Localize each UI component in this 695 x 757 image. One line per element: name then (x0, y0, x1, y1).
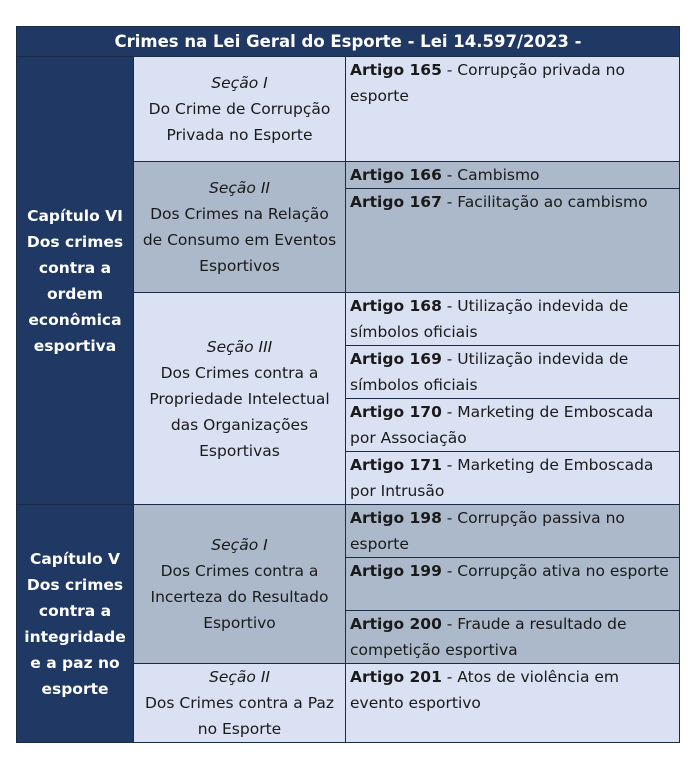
section-title: Dos Crimes contra a Propriedade Intelectual das Organizações Esportivas (149, 363, 330, 460)
article-description: - Facilitação ao cambismo (441, 193, 648, 211)
article-cell (346, 611, 680, 664)
section-number: Seção I (211, 536, 268, 554)
article-number: Artigo 170 (350, 403, 442, 421)
article-number: Artigo 165 (350, 61, 442, 79)
article-number: Artigo 166 (350, 166, 442, 184)
article-description: - Corrupção passiva no esporte (350, 509, 625, 553)
article-number: Artigo 200 (350, 615, 442, 633)
article-cell (346, 293, 680, 346)
article-cell (346, 346, 680, 399)
section-cell (134, 505, 346, 664)
section-title: Do Crime de Corrupção Privada no Esporte (148, 100, 331, 144)
article-number: Artigo 167 (350, 193, 442, 211)
article-description: - Cambismo (441, 166, 540, 184)
article-cell (346, 162, 680, 189)
article-description: - Marketing de Emboscada por Associação (350, 403, 654, 447)
crimes-table (16, 26, 680, 743)
section-title: Dos Crimes contra a Incerteza do Resultado Esportivo (150, 562, 329, 632)
article-number: Artigo 198 (350, 509, 442, 527)
article-number: Artigo 169 (350, 350, 442, 368)
article-description: - Marketing de Emboscada por Intrusão (350, 456, 654, 500)
article-cell (346, 664, 680, 743)
article-number: Artigo 199 (350, 562, 442, 580)
article-cell (346, 57, 680, 162)
section-cell (134, 57, 346, 162)
article-description: - Utilização indevida de símbolos oficiais (350, 350, 629, 394)
article-number: Artigo 171 (350, 456, 442, 474)
section-number: Seção II (209, 668, 270, 686)
article-cell (346, 505, 680, 558)
section-title: Dos Crimes contra a Paz no Esporte (145, 694, 334, 738)
chapter-vi-cell: Capítulo VI Dos crimes contra a ordem econômica esportiva (17, 57, 134, 505)
section-number: Seção II (209, 179, 270, 197)
section-cell (134, 162, 346, 293)
table-title: Crimes na Lei Geral do Esporte - Lei 14.597/2023 - (17, 27, 680, 57)
article-cell (346, 558, 680, 611)
article-number: Artigo 201 (350, 668, 442, 686)
article-description: - Fraude a resultado de competição esportiva (350, 615, 627, 659)
article-cell (346, 189, 680, 293)
article-description: - Corrupção privada no esporte (350, 61, 625, 105)
article-cell (346, 452, 680, 505)
section-number: Seção III (206, 337, 273, 356)
chapter-v-cell: Capítulo V Dos crimes contra a integridade e a paz no esporte (17, 505, 134, 743)
section-number: Seção I (211, 74, 268, 92)
article-number: Artigo 168 (350, 297, 442, 315)
section-cell (134, 664, 346, 743)
article-cell (346, 399, 680, 452)
section-title: Dos Crimes na Relação de Consumo em Eventos Esportivos (142, 205, 337, 275)
article-description: - Atos de violência em evento esportivo (350, 668, 620, 712)
article-description: - Utilização indevida de símbolos oficiais (350, 297, 629, 341)
article-description: - Corrupção ativa no esporte (441, 562, 669, 580)
section-cell (134, 293, 346, 505)
